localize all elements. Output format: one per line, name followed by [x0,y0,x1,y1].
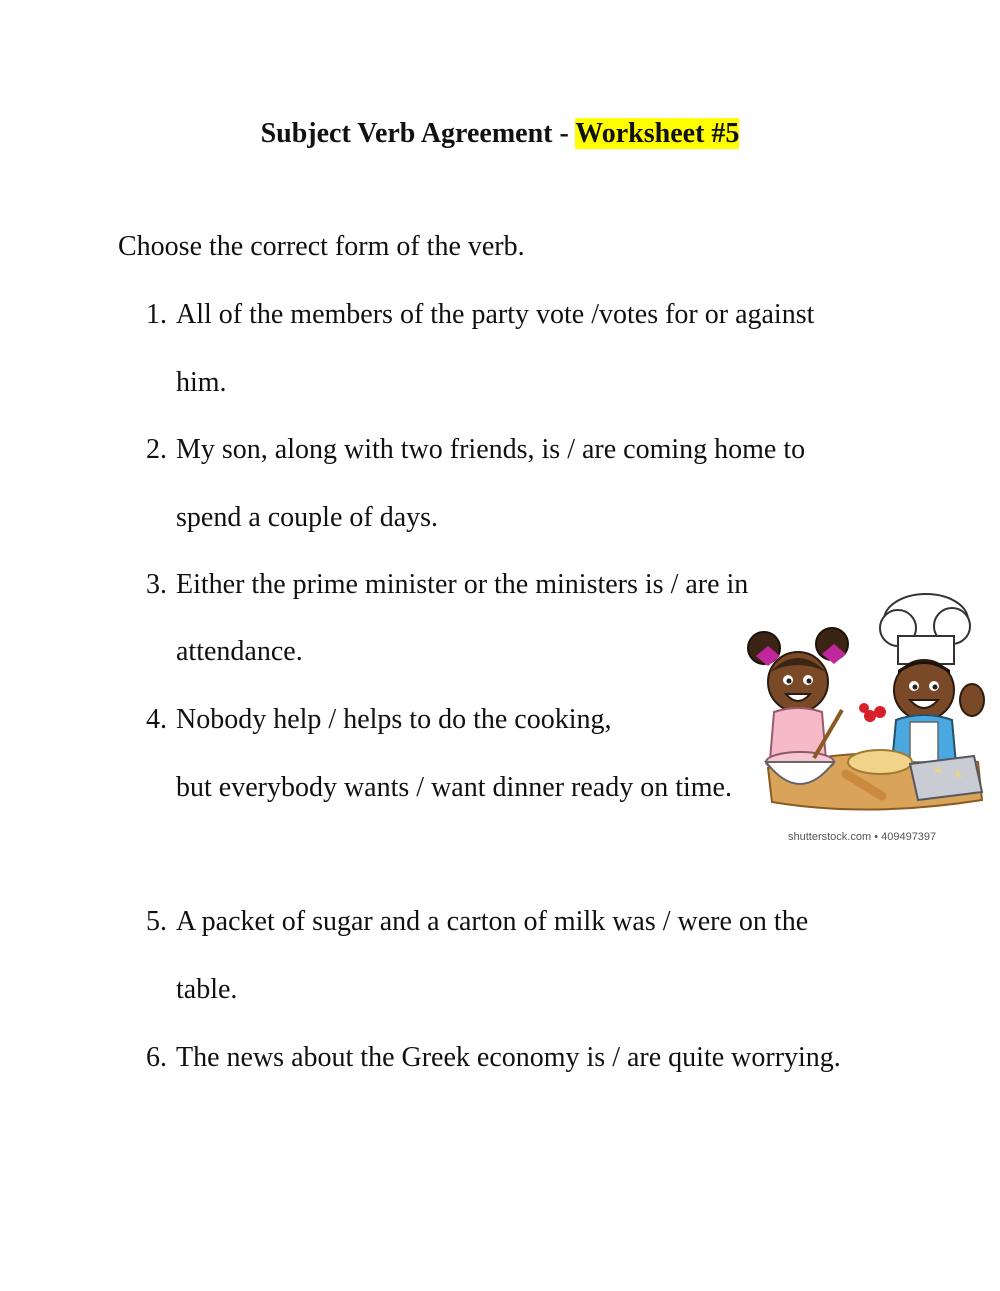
title-text: Subject Verb Agreement - [260,118,576,149]
item-3-line-2: attendance. [176,636,303,667]
item-1-line-2: him. [176,367,227,398]
item-5-number: 5. [146,906,167,937]
kids-baking-illustration [738,592,996,824]
item-4-number: 4. [146,704,167,735]
item-5-line-1: A packet of sugar and a carton of milk was / were on the [176,906,809,937]
item-6-line-1: The news about the Greek economy is / are quite worrying. [176,1042,841,1073]
item-2-number: 2. [146,434,167,465]
item-4-line-2: but everybody wants / want dinner ready on time. [176,772,732,803]
item-5-line-2: table. [176,974,238,1005]
image-credit: shutterstock.com • 409497397 [788,831,937,843]
item-6-number: 6. [146,1042,167,1073]
title-highlight: Worksheet #5 [575,118,740,149]
item-2-line-2: spend a couple of days. [176,502,439,533]
item-1-line-1: All of the members of the party vote /votes for or against [176,299,815,330]
item-1-number: 1. [146,299,167,330]
item-4-line-1: Nobody help / helps to do the cooking, [176,704,612,735]
item-3-line-1: Either the prime minister or the ministers is / are in [176,569,749,600]
item-2-line-1: My son, along with two friends, is / are coming home to [176,434,806,465]
instruction-text: Choose the correct form of the verb. [118,231,525,262]
worksheet-title [0,116,1000,152]
item-3-number: 3. [146,569,167,600]
